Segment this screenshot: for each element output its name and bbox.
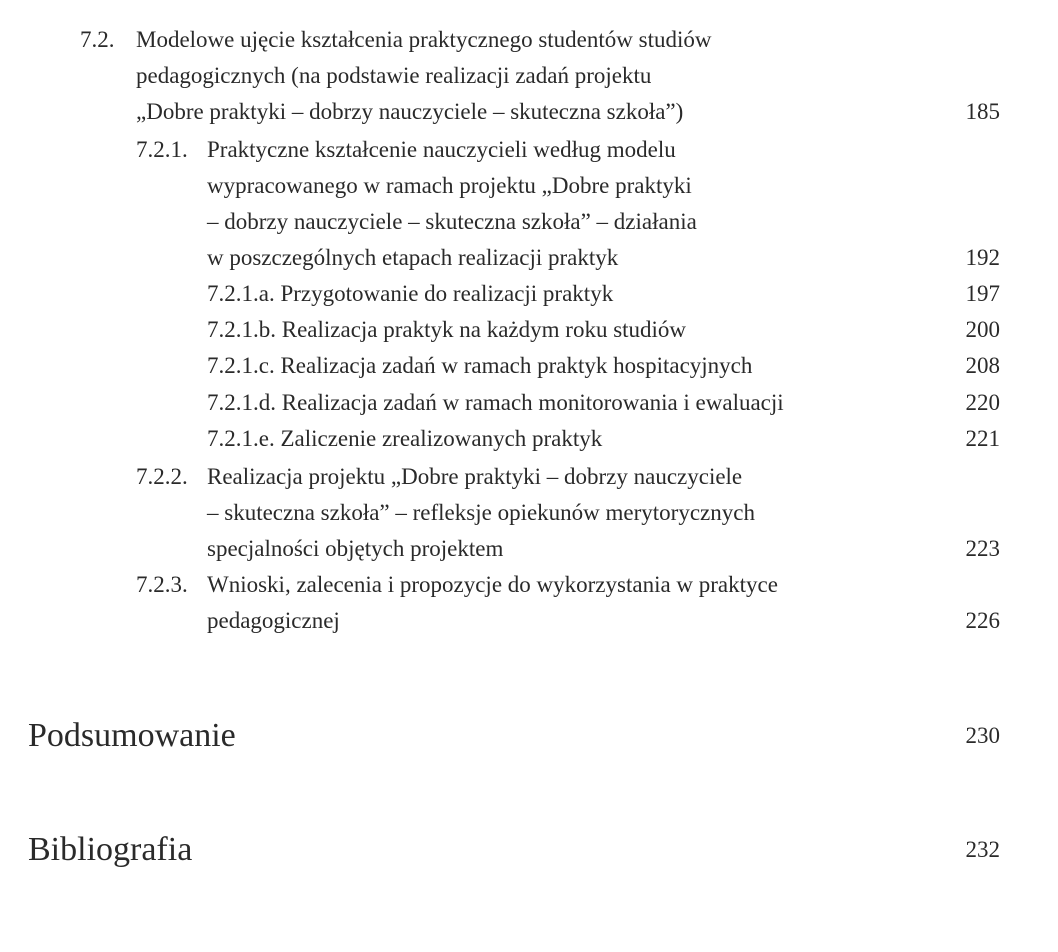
toc-number: 7.2.3.: [136, 572, 188, 597]
toc-page-number: 200: [965, 317, 1000, 342]
toc-page-number: 230: [965, 723, 1000, 748]
toc-page-number: 208: [965, 353, 1000, 378]
toc-page-number: 223: [965, 536, 1000, 561]
toc-line: – skuteczna szkoła” – refleksje opiekunów merytorycznych: [207, 500, 755, 525]
toc-heading: Podsumowanie: [28, 717, 236, 754]
toc-line: pedagogicznej: [207, 608, 340, 633]
toc-number: 7.2.2.: [136, 464, 188, 489]
toc-line: w poszczególnych etapach realizacji praktyk: [207, 245, 619, 270]
toc-line: pedagogicznych (na podstawie realizacji zadań projektu: [136, 63, 652, 88]
toc-line: Praktyczne kształcenie nauczycieli według modelu: [207, 137, 676, 162]
toc-line: specjalności objętych projektem: [207, 536, 504, 561]
toc-line: 7.2.1.d. Realizacja zadań w ramach monitorowania i ewaluacji: [207, 390, 784, 415]
toc-line: 7.2.1.b. Realizacja praktyk na każdym roku studiów: [207, 317, 687, 342]
toc-line: Modelowe ujęcie kształcenia praktycznego studentów studiów: [136, 27, 712, 52]
toc-page-number: 220: [965, 390, 1000, 415]
toc-number: 7.2.1.: [136, 137, 188, 162]
toc-line: „Dobre praktyki – dobrzy nauczyciele – skuteczna szkoła”): [136, 99, 684, 124]
toc-page-number: 197: [965, 281, 1000, 306]
toc-number: 7.2.: [80, 27, 115, 52]
toc-line: 7.2.1.e. Zaliczenie zrealizowanych praktyk: [207, 426, 603, 451]
toc-page-number: 221: [965, 426, 1000, 451]
toc-line: – dobrzy nauczyciele – skuteczna szkoła” – działania: [207, 209, 697, 234]
toc-line: Wnioski, zalecenia i propozycje do wykorzystania w praktyce: [207, 572, 778, 597]
toc-page-number: 232: [965, 837, 1000, 862]
toc-line: Realizacja projektu „Dobre praktyki – dobrzy nauczyciele: [207, 464, 743, 489]
toc-heading: Bibliografia: [28, 831, 193, 868]
toc-line: 7.2.1.c. Realizacja zadań w ramach praktyk hospitacyjnych: [207, 353, 753, 378]
toc-page-number: 192: [965, 245, 1000, 270]
toc-line: wypracowanego w ramach projektu „Dobre praktyki: [207, 173, 692, 198]
toc-page-number: 185: [965, 99, 1000, 124]
toc-page-number: 226: [965, 608, 1000, 633]
toc-line: 7.2.1.a. Przygotowanie do realizacji praktyk: [207, 281, 614, 306]
